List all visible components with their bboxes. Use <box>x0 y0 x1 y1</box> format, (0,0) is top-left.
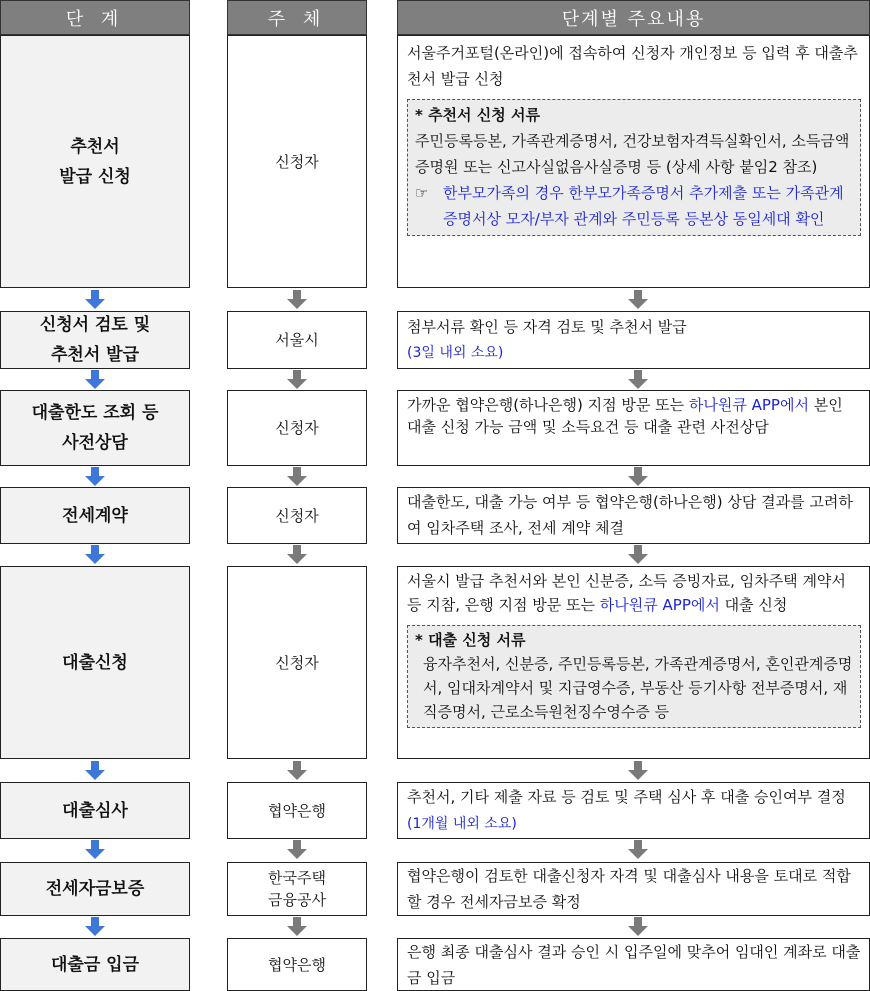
down-arrow-icon <box>287 290 307 310</box>
down-arrow-icon <box>85 370 105 390</box>
actor-cell: 협약은행 <box>227 782 367 839</box>
pointing-hand-icon: ☞ <box>415 184 429 202</box>
content-cell <box>397 35 870 288</box>
down-arrow-icon <box>628 467 648 487</box>
actor-cell: 신청자 <box>227 487 367 544</box>
actor-cell: 신청자 <box>227 390 367 466</box>
stage-cell: 대출신청 <box>0 566 190 759</box>
down-arrow-icon <box>85 545 105 565</box>
down-arrow-icon <box>287 467 307 487</box>
stage-cell: 대출금 입금 <box>0 938 190 991</box>
content-text <box>407 569 861 617</box>
content-text: 가까운 협약은행(하나은행) 지점 방문 또는 <box>407 396 689 414</box>
content-text: 추천서, 기타 제출 자료 등 검토 및 주택 심사 후 대출 승인여부 결정 <box>407 788 846 806</box>
down-arrow-icon <box>85 467 105 487</box>
content-text: 첨부서류 확인 등 자격 검토 및 추천서 발급 <box>407 318 687 336</box>
content-cell <box>397 782 870 839</box>
content-text: 대출 신청 <box>719 596 788 614</box>
down-arrow-icon <box>628 545 648 565</box>
stage-cell: 신청서 검토 및 추천서 발급 <box>0 311 190 369</box>
down-arrow-icon <box>85 761 105 781</box>
note <box>415 180 853 232</box>
stage-column-header: 단 계 <box>0 0 190 35</box>
duration-note: (3일 내외 소요) <box>407 345 504 361</box>
actor-cell: 신청자 <box>227 566 367 759</box>
down-arrow-icon <box>628 917 648 937</box>
content-cell <box>397 390 870 466</box>
box-text: 융자추천서, 신분증, 주민등록등본, 가족관계증명서, 혼인관계증명서, 임대차계약서 및 지급영수증, 부동산 등기사항 전부증명서, 재직증명서, 근로소득원천징수영수증 등 <box>423 655 853 721</box>
down-arrow-icon <box>85 917 105 937</box>
stage-cell: 대출심사 <box>0 782 190 839</box>
content-text: 대출한도, 대출 가능 여부 등 협약은행(하나은행) 상담 결과를 고려하여 임차주택 조사, 전세 계약 체결 <box>407 493 853 537</box>
content-column-header: 단계별 주요내용 <box>397 0 870 35</box>
stage-cell: 전세자금보증 <box>0 862 190 916</box>
down-arrow-icon <box>287 917 307 937</box>
down-arrow-icon <box>287 761 307 781</box>
stage-cell: 전세계약 <box>0 487 190 544</box>
required-documents-box <box>407 99 861 236</box>
required-documents-box <box>407 625 861 728</box>
app-name: 하나원큐 APP에서 <box>599 596 720 614</box>
actor-column-header: 주 체 <box>227 0 367 35</box>
content-cell <box>397 311 870 369</box>
box-title: * 추천서 신청 서류 <box>415 106 540 124</box>
actor-cell: 신청자 <box>227 35 367 288</box>
down-arrow-icon <box>287 370 307 390</box>
content-cell <box>397 938 870 991</box>
content-cell <box>397 566 870 759</box>
content-text: 협약은행이 검토한 대출신청자 자격 및 대출심사 내용을 토대로 적합할 경우 전세자금보증 확정 <box>407 867 851 911</box>
content-cell <box>397 487 870 544</box>
down-arrow-icon <box>287 545 307 565</box>
stage-cell: 대출한도 조회 등 사전상담 <box>0 390 190 466</box>
down-arrow-icon <box>628 761 648 781</box>
down-arrow-icon <box>628 370 648 390</box>
actor-cell: 한국주택 금융공사 <box>227 862 367 916</box>
content-text: 본인 대출 신청 가능 금액 및 소득요건 등 대출 관련 사전상담 <box>407 396 843 436</box>
content-text: 은행 최종 대출심사 결과 승인 시 입주일에 맞추어 임대인 계좌로 대출금 입금 <box>407 943 861 987</box>
down-arrow-icon <box>287 840 307 860</box>
stage-cell: 추천서 발급 신청 <box>0 35 190 288</box>
down-arrow-icon <box>85 290 105 310</box>
note-text: 한부모가족의 경우 한부모가족증명서 추가제출 또는 가족관계증명서상 모자/부자 관계와 주민등록 등본상 동일세대 확인 <box>443 184 844 228</box>
box-text: 주민등록등본, 가족관계증명서, 건강보험자격득실확인서, 소득금액증명원 또는 신고사실없음사실증명 등 (상세 사항 붙임2 참조) <box>415 132 850 176</box>
down-arrow-icon <box>628 840 648 860</box>
content-text: 서울시 발급 추천서와 본인 신분증, 소득 증빙자료, 임차주택 계약서 등 지참, 은행 지점 방문 또는 <box>407 572 846 614</box>
down-arrow-icon <box>85 840 105 860</box>
content-cell <box>397 862 870 916</box>
actor-cell: 협약은행 <box>227 938 367 991</box>
duration-note: (1개월 내외 소요) <box>407 816 517 832</box>
down-arrow-icon <box>628 290 648 310</box>
app-name: 하나원큐 APP에서 <box>688 396 809 414</box>
box-title: * 대출 신청 서류 <box>415 631 526 649</box>
actor-cell: 서울시 <box>227 311 367 369</box>
content-text: 서울주거포털(온라인)에 접속하여 신청자 개인정보 등 입력 후 대출추천서 발급 신청 <box>407 44 858 88</box>
